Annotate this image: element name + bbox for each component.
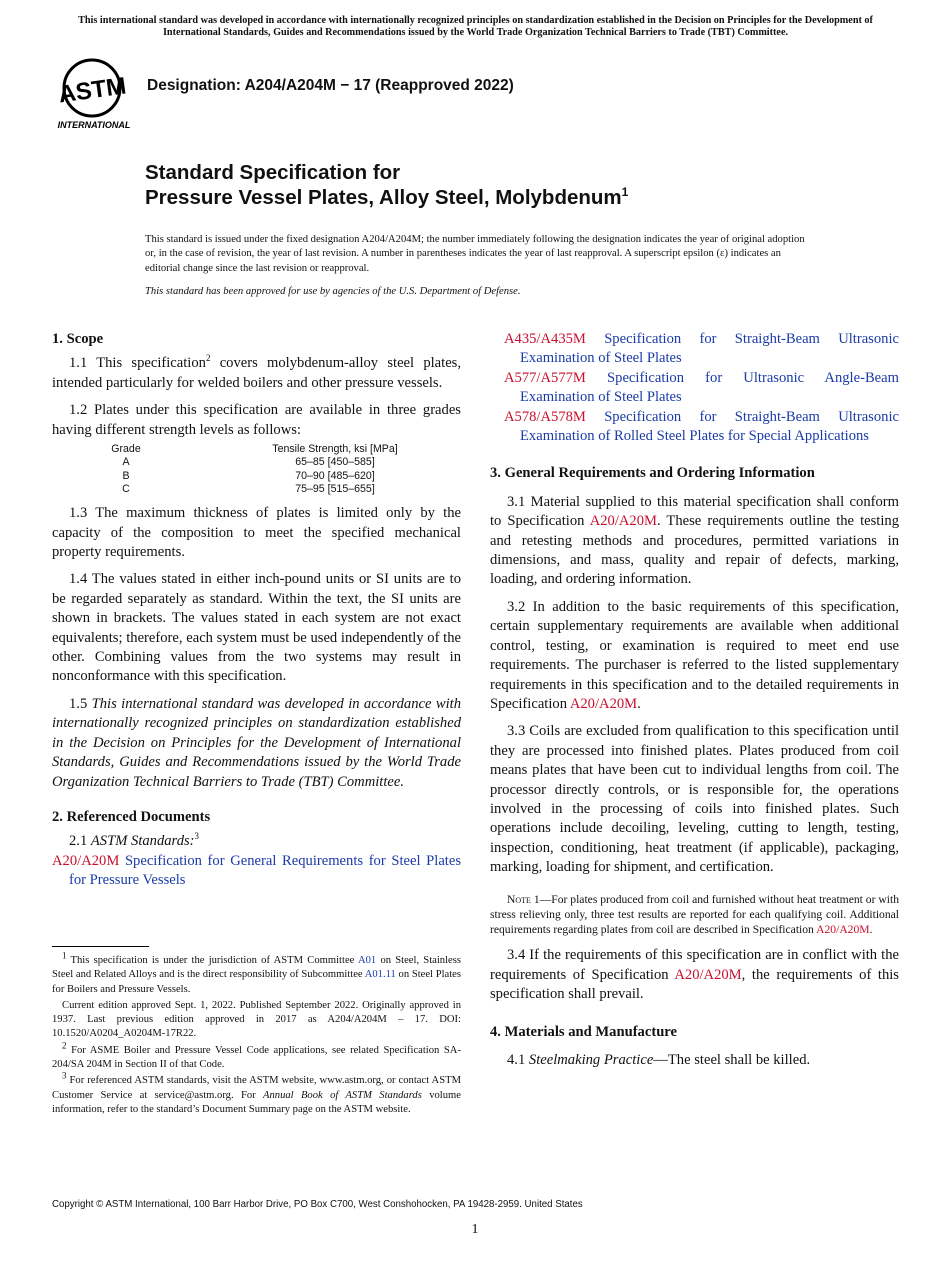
para-4-1: 4.1 Steelmaking Practice—The steel shall be killed. <box>507 1052 811 1069</box>
ref-a578[interactable]: A578/A578M Specification for Straight-Beam Ultrasonic Examination of Rolled Steel Plates for Special Applications <box>504 408 899 445</box>
link-a20-3-1[interactable]: A20/A20M <box>589 513 657 530</box>
para-1-1: 1.1 This specification$^2$ covers molybdenum-alloy steel plates, intended particularly for welded boilers and other pressure vessels. <box>52 353 462 391</box>
logo-text: INTERNATIONAL <box>57 120 131 130</box>
page-title <box>145 160 628 210</box>
para-1-3: 1.3 The maximum thickness of plates is limited only by the capacity of the composition to meet the specified mechanical property requirements. <box>52 505 461 561</box>
right-column <box>490 330 899 1078</box>
link-a20-note[interactable]: A20/A20M <box>816 923 870 937</box>
page-number: 1 <box>471 1222 479 1237</box>
designation-notice: This standard is issued under the fixed designation A204/A204M; the number immediately following the designation indicates the year of original adoption or, in the case of revision, the year of last revision. A number in parentheses indicates the year of last reapproval. A superscript epsilon (ε) indicates an editorial change since the last revision or reapproval. <box>145 234 805 274</box>
para-3-2: 3.2 In addition to the basic requirements of this specification, certain supplementary requirements are available when additional control, testing, or examination is required to meet end use requirements. The purchaser is referred to the listed supplementary requirements in this specification and to the detailed requirements in Specification A20/A20M. <box>490 598 899 712</box>
ref-a20[interactable]: A20/A20M Specification for General Requirements for Steel Plates for Pressure Vessels <box>52 852 462 889</box>
para-3-1: 3.1 Material supplied to this material specification shall conform to Specification A20/A20M. These requirements outline the testing and retesting methods and procedures, permitted variations in dimensions, and mass, quality and repair of defects, marking, loading, and ordering information. <box>490 493 900 588</box>
para-2-1: 2.1 ASTM Standards:$^3$ <box>69 831 200 850</box>
para-3-3: 3.3 Coils are excluded from qualification to this specification until they are processed into finished plates. Plates produced from coil means plates that have been cut to individual lengths from coil. The processor directly controls, or is responsible for, the operations involved in the processing of coils into finished plates. Such operations include decoiling, leveling, cutting to length, testing, inspection, conditioning, heat treatment (if applicable), packaging, marking, loading for shipment, and certification. <box>490 723 899 876</box>
footnote-3: $^3$ For referenced ASTM standards, visit the ASTM website, www.astm.org, or contact ASTM Customer Service at service@astm.org. For Annual Book of ASTM Standards volume information, refer to the standard’s Document Summary page on the ASTM website. <box>52 1070 461 1115</box>
svg-text:ASTM: ASTM <box>56 72 128 109</box>
title-line-1: Standard Specification for <box>145 161 401 184</box>
ref-a435[interactable]: A435/A435M Specification for Straight-Beam Ultrasonic Examination of Steel Plates <box>504 331 899 367</box>
table-row: A 65–85 [450–585] <box>122 456 375 469</box>
designation: Designation: A204/A204M − 17 (Reapproved 2022) <box>147 77 514 94</box>
para-1-2: 1.2 Plates under this specification are available in three grades having different strength levels as follows: <box>52 402 461 438</box>
table-row: C 75–95 [515–655] <box>122 482 375 495</box>
section-heading-general-requirements: 3. General Requirements and Ordering Information <box>490 465 815 482</box>
grades-table <box>97 443 445 496</box>
para-1-5: 1.5 This international standard was developed in accordance with internationally recognized principles on standardization established in the Decision on Principles for the Development of International Standards, Guides and Recommendations issued by the World Trade Organization Technical Barriers to Trade (TBT) Committee. <box>52 695 462 790</box>
footnotes <box>52 946 461 1119</box>
footnote-divider <box>52 946 149 947</box>
link-a20-3-4[interactable]: A20/A20M <box>674 966 742 983</box>
astm-logo <box>54 58 134 132</box>
title-line-2: Pressure Vessel Plates, Alloy Steel, Molybdenum$^1$ <box>145 185 629 209</box>
dod-approval: This standard has been approved for use by agencies of the U.S. Department of Defense. <box>145 286 521 297</box>
para-1-4: 1.4 The values stated in either inch-pound units or SI units are to be regarded separately as standard. Within the text, the SI units are shown in brackets. The values stated in each system are not exact equivalents; therefore, each system must be used independently of the other. Combining values from the two systems may result in nonconformance with this specification. <box>52 571 461 685</box>
footnote-2: $^2$ For ASME Boiler and Pressure Vessel Code applications, see related Specification SA-204/SA 204M in Section II of that Code. <box>52 1040 461 1071</box>
footnote-1-edition: Current edition approved Sept. 1, 2022. Published September 2022. Originally approved in 1937. Last previous edition approved in 2017 as A204/A204M – 17. DOI: 10.1520/A0204_A0204M-17R22. <box>52 999 461 1040</box>
left-column <box>52 330 461 891</box>
section-heading-scope: 1. Scope <box>52 331 104 347</box>
ref-a577[interactable]: A577/A577M Specification for Ultrasonic Angle-Beam Examination of Steel Plates <box>504 369 899 406</box>
footnote-1: $^1$ This specification is under the jurisdiction of ASTM Committee A01 on Steel, Stainless Steel and Related Alloys and is the direct responsibility of Subcommittee A01.11 on Steel Plates for Boilers and Pressure Vessels. <box>52 950 462 995</box>
tbt-banner: This international standard was developed in accordance with internationally recognized principles on standardization established in the Decision on Principles for the Development of International Standards, Guides and Recommendations issued by the World Trade Organization Technical Barriers to Trade (TBT) Committee. <box>78 15 873 38</box>
table-header-row: Grade Tensile Strength, ksi [MPa] <box>111 443 398 456</box>
link-a20-3-2[interactable]: A20/A20M <box>569 695 638 712</box>
link-a01[interactable]: A01 <box>357 955 377 966</box>
section-heading-materials: 4. Materials and Manufacture <box>490 1023 677 1040</box>
section-heading-referenced-documents: 2. Referenced Documents <box>52 808 211 825</box>
note-1: Note 1—For plates produced from coil and furnished without heat treatment or with stress relieving only, three test results are reported for each qualifying coil. Additional requirements regarding plates from coil are described in Specification A20/A20M. <box>490 892 899 937</box>
copyright: Copyright © ASTM International, 100 Barr Harbor Drive, PO Box C700, West Conshohocken, PA 19428-2959. United States <box>52 1199 583 1210</box>
table-row: B 70–90 [485–620] <box>122 469 375 482</box>
para-3-4: 3.4 If the requirements of this specification are in conflict with the requirements of Specification A20/A20M, the requirements of this specification shall prevail. <box>490 947 899 1003</box>
astm-logo-icon <box>54 58 134 132</box>
link-a01-11[interactable]: A01.11 <box>364 969 396 981</box>
